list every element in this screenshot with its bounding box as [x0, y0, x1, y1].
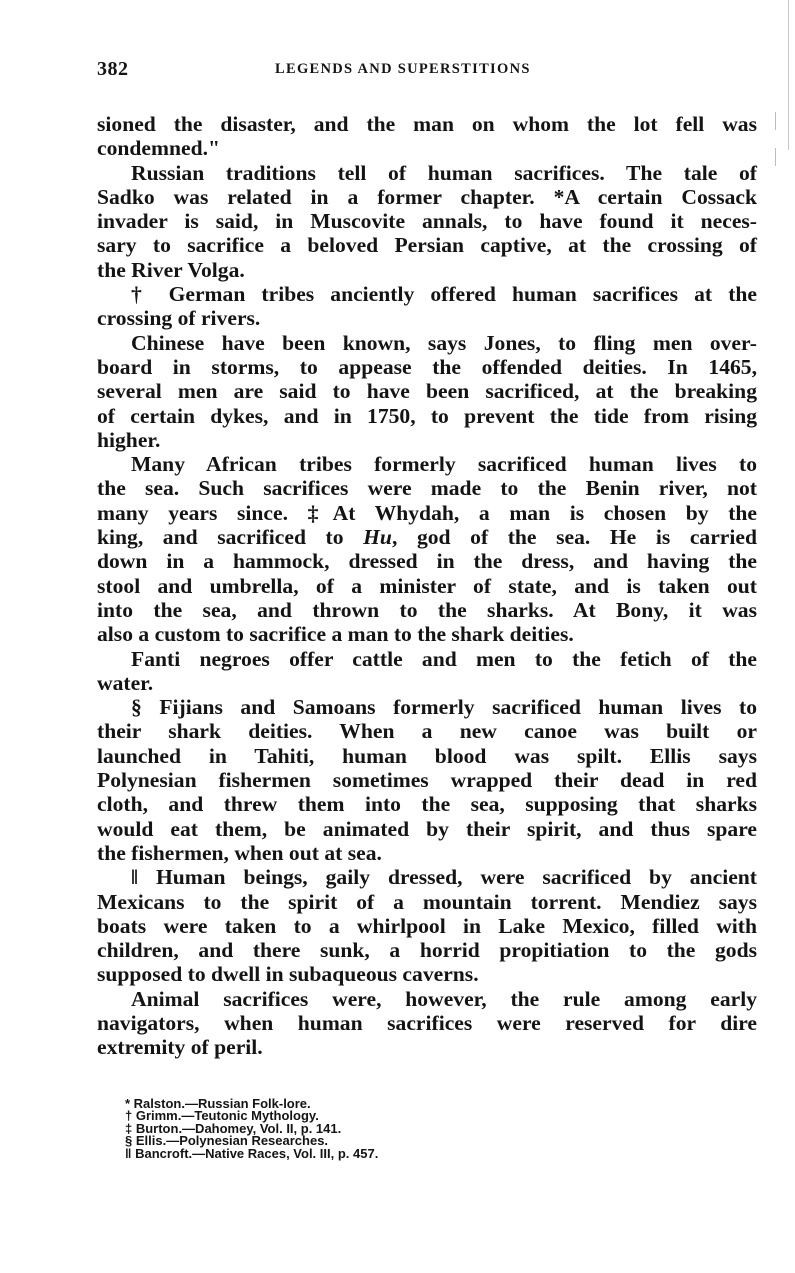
- text-line: would eat them, be animated by their spirit, and thus spare: [97, 816, 757, 841]
- text-line: sary to sacrifice a beloved Persian captive, at the crossing of: [97, 233, 757, 258]
- text-line: down in a hammock, dressed in the dress, and having the: [97, 549, 757, 574]
- text-line: Fanti negroes offer cattle and men to the fetich of the: [131, 646, 757, 671]
- running-head: [97, 58, 757, 82]
- text-line: water.: [97, 670, 154, 695]
- text-line: Polynesian fishermen sometimes wrapped their dead in red: [97, 768, 757, 793]
- text-line: navigators, when human sacrifices were reserved for dire: [97, 1010, 757, 1035]
- text-line: the River Volga.: [97, 257, 245, 282]
- text-line: [97, 525, 757, 549]
- text-line: of certain dykes, and in 1750, to prevent the tide from rising: [97, 403, 757, 428]
- text-line: Many African tribes formerly sacrificed human lives to: [131, 452, 757, 477]
- text-line: crossing of rivers.: [97, 306, 261, 331]
- text-line: also a custom to sacrifice a man to the shark deities.: [97, 622, 574, 647]
- text-line: invader is said, in Muscovite annals, to have found it neces-: [97, 209, 757, 234]
- text-line: launched in Tahiti, human blood was spilt. Ellis says: [97, 743, 757, 768]
- footnotes: [125, 1098, 545, 1160]
- text-line: Chinese have been known, says Jones, to fling men over-: [131, 330, 757, 355]
- text-line: Sadko was related in a former chapter. *A certain Cossack: [97, 184, 757, 209]
- text-line: children, and there sunk, a horrid propitiation to the gods: [97, 938, 757, 963]
- footnote: ‡ Burton.—Dahomey, Vol. II, p. 141.: [125, 1120, 342, 1136]
- body-text: [97, 112, 757, 1060]
- footnote: * Ralston.—Russian Folk-lore.: [125, 1096, 311, 1111]
- text-line: the sea. Such sacrifices were made to the Benin river, not: [97, 476, 757, 501]
- text-line: cloth, and threw them into the sea, supposing that sharks: [97, 792, 757, 817]
- text-fragment: , god of the sea. He is carried: [391, 525, 757, 550]
- text-line: condemned.": [97, 136, 220, 161]
- text-line: boats were taken to a whirlpool in Lake Mexico, filled with: [97, 913, 757, 938]
- text-line: the fishermen, when out at sea.: [97, 840, 382, 865]
- page-number: 382: [97, 58, 129, 80]
- running-title: LEGENDS AND SUPERSTITIONS: [275, 61, 531, 77]
- text-line: higher.: [97, 427, 161, 452]
- text-line: into the sea, and thrown to the sharks. At Bony, it was: [97, 597, 757, 622]
- text-fragment: king, and sacrificed to: [97, 525, 364, 550]
- text-line: many years since. ‡At Whydah, a man is chosen by the: [97, 500, 757, 525]
- text-line: Animal sacrifices were, however, the rule among early: [131, 986, 757, 1011]
- footnote: § Ellis.—Polynesian Researches.: [125, 1133, 329, 1149]
- text-line: Mexicans to the spirit of a mountain torrent. Mendiez says: [97, 889, 757, 914]
- text-line: stool and umbrella, of a minister of state, and is taken out: [97, 573, 757, 598]
- text-line: supposed to dwell in subaqueous caverns.: [97, 962, 479, 987]
- footnote: ‖ Bancroft.—Native Races, Vol. III, p. 457.: [125, 1145, 379, 1161]
- text-line: † German tribes anciently offered human sacrifices at the: [131, 282, 757, 307]
- page-edge-line: [788, 0, 789, 150]
- italic-name: Hu: [363, 525, 392, 550]
- text-line: their shark deities. When a new canoe was built or: [97, 719, 757, 744]
- text-line: extremity of peril.: [97, 1035, 263, 1060]
- footnote: † Grimm.—Teutonic Mythology.: [125, 1108, 319, 1124]
- text-line: § Fijians and Samoans formerly sacrificed human lives to: [131, 695, 757, 720]
- page-edge-mark: [775, 112, 776, 130]
- page-edge-mark: [775, 148, 776, 166]
- text-line: board in storms, to appease the offended deities. In 1465,: [97, 354, 757, 379]
- text-line: several men are said to have been sacrificed, at the breaking: [97, 379, 757, 404]
- text-line: ‖ Human beings, gaily dressed, were sacrificed by ancient: [131, 865, 757, 890]
- text-line: sioned the disaster, and the man on whom the lot fell was: [97, 112, 757, 136]
- text-line: Russian traditions tell of human sacrifices. The tale of: [131, 160, 757, 185]
